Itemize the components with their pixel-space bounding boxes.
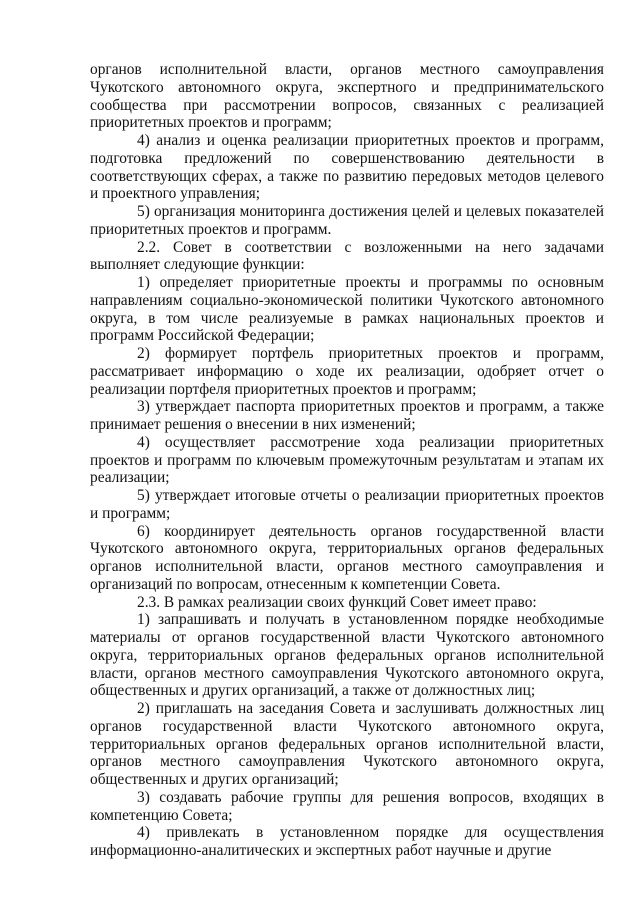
paragraph-section-2-2: 2.2. Совет в соответствии с возложенными на него задачами выполняет следующие функции: xyxy=(90,238,604,274)
paragraph-function-1: 1) определяет приоритетные проекты и программы по основным направлениям социально-экономической политики Чукотского автономного округа, в том числе реализуемые в рамках национальных проектов и программ Российской Федерации; xyxy=(90,274,604,345)
paragraph-item-5-monitoring: 5) организация мониторинга достижения целей и целевых показателей приоритетных проектов и программ. xyxy=(90,203,604,238)
paragraph-function-6: 6) координирует деятельность органов государственной власти Чукотского автономного округа, территориальных органов федеральных органов исполнительной власти, органов местного самоуправления и организаций по вопросам, отнесенным к компетенции Совета. xyxy=(90,522,604,593)
paragraph-right-2: 2) приглашать на заседания Совета и заслушивать должностных лиц органов государственной власти Чукотского автономного округа, территориальных органов федеральных органов исполнительной власти, органов местного самоуправления Чукотского автономного округа, общественных и других организаций; xyxy=(90,700,604,788)
paragraph-function-2: 2) формирует портфель приоритетных проектов и программ, рассматривает информацию о ходе их реализации, одобряет отчет о реализации портфеля приоритетных проектов и программ; xyxy=(90,345,604,398)
paragraph-section-2-3: 2.3. В рамках реализации своих функций Совет имеет право: xyxy=(137,593,537,611)
paragraph-right-4: 4) привлекать в установленном порядке для осуществления информационно-аналитических и экспертных работ научные и другие xyxy=(90,824,604,859)
paragraph-right-1: 1) запрашивать и получать в установленном порядке необходимые материалы от органов государственной власти Чукотского автономного округа, территориальных органов федеральных органов исполнительной власти, органов местного самоуправления Чукотского автономного округа, общественных и других организаций, а также от должностных лиц; xyxy=(90,611,604,700)
paragraph-function-5: 5) утверждает итоговые отчеты о реализации приоритетных проектов и программ; xyxy=(90,487,604,522)
paragraph-right-3: 3) создавать рабочие группы для решения вопросов, входящих в компетенцию Совета; xyxy=(90,788,604,824)
paragraph-continuation: органов исполнительной власти, органов местного самоуправления Чукотского автономного округа, экспертного и предпринимательского сообщества при рассмотрении вопросов, связанных с реализацией приоритетных проектов и программ; xyxy=(90,61,604,132)
paragraph-function-3: 3) утверждает паспорта приоритетных проектов и программ, а также принимает решения о внесении в них изменений; xyxy=(90,398,604,433)
paragraph-function-4: 4) осуществляет рассмотрение хода реализации приоритетных проектов и программ по ключевым промежуточным результатам и этапам их реализации; xyxy=(90,433,604,487)
paragraph-item-4-analysis: 4) анализ и оценка реализации приоритетных проектов и программ, подготовка предложений по совершенствованию деятельности в соответствующих сферах, а также по развитию передовых методов целевого и проектного управления; xyxy=(90,132,604,203)
